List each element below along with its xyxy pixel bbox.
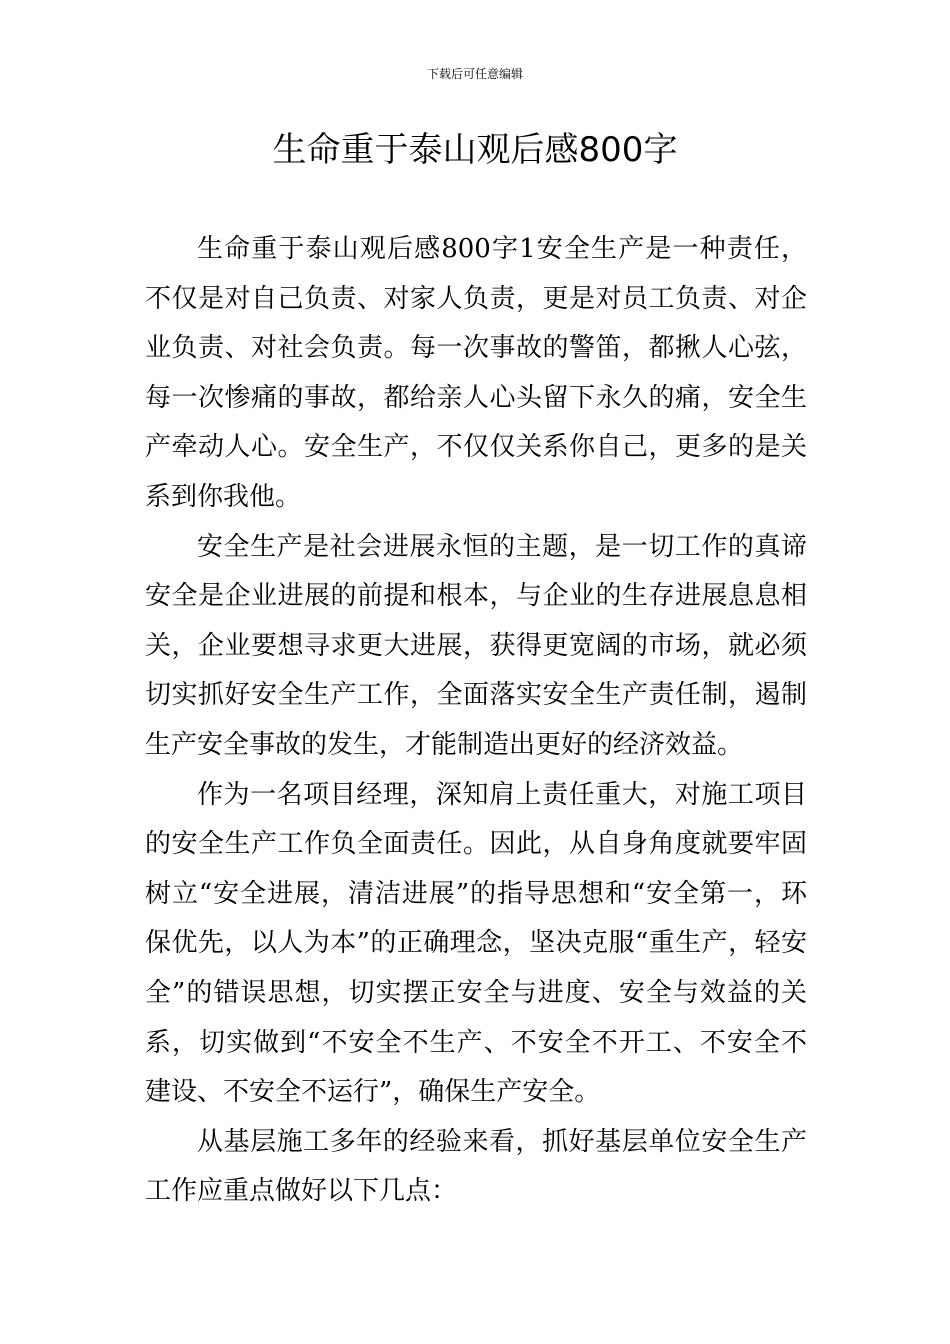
paragraph-3: 作为一名项目经理，深知肩上责任重大，对施工项目的安全生产工作负全面责任。因此，从自身角度就要牢固树立“安全进展，清洁进展”的指导思想和“安全第一，环保优先，以人为本”的正确理念，坚决克服“重生产，轻安全”的错误思想，切实摆正安全与进度、安全与效益的关系，切实做到“不安全不生产、不安全不开工、不安全不建设、不安全不运行”，确保生产安全。: [145, 779, 807, 1108]
header-note: 下载后可任意编辑: [426, 67, 523, 81]
paragraph-1: 生命重于泰山观后感800字1安全生产是一种责任，不仅是对自己负责、对家人负责，更是对员工负责、对企业负责、对社会负责。每一次事故的警笛，都揪人心弦，每一次惨痛的事故，都给亲人心头留下永久的痛，安全生产牵动人心。安全生产，不仅仅关系你自己，更多的是关系到你我他。: [145, 234, 807, 512]
paragraph-2: 安全生产是社会进展永恒的主题，是一切工作的真谛安全是企业进展的前提和根本，与企业的生存进展息息相关，企业要想寻求更大进展，获得更宽阔的市场，就必须切实抓好安全生产工作，全面落实安全生产责任制，遏制生产安全事故的发生，才能制造出更好的经济效益。: [145, 531, 807, 760]
document-body: [145, 225, 807, 1217]
paragraph-4: 从基层施工多年的经验来看，抓好基层单位安全生产工作应重点做好以下几点：: [145, 1126, 807, 1207]
document-title: 生命重于泰山观后感800字: [272, 130, 678, 170]
